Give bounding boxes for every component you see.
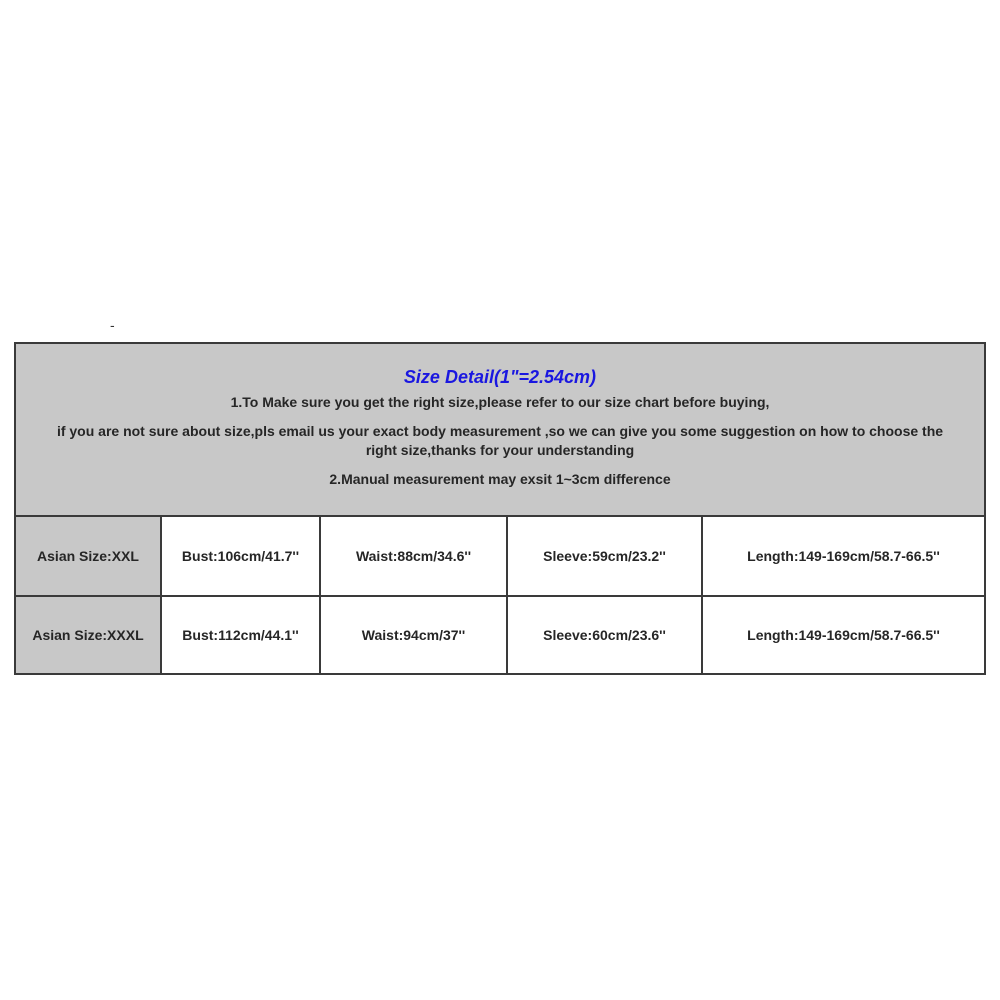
- length-cell: Length:149-169cm/58.7-66.5'': [747, 548, 940, 564]
- bust-cell: Bust:106cm/41.7'': [162, 517, 321, 595]
- size-note-line-2: if you are not sure about size,pls email us your exact body measurement ,so we can give you some suggestion on how to choose the right size,thanks for your understanding: [56, 423, 944, 458]
- size-row-xxxl: [16, 595, 984, 673]
- size-row-xxl: [16, 517, 984, 595]
- size-note-line-3: 2.Manual measurement may exsit 1~3cm difference: [329, 471, 671, 487]
- waist-cell: Waist:88cm/34.6'': [321, 517, 508, 595]
- size-label-cell: Asian Size:XXXL: [16, 597, 162, 673]
- stray-dash-mark: -: [110, 317, 115, 333]
- bust-cell: Bust:112cm/44.1'': [162, 597, 321, 673]
- sleeve-cell: Sleeve:60cm/23.6'': [508, 597, 703, 673]
- length-cell: Length:149-169cm/58.7-66.5'': [747, 627, 940, 643]
- sleeve-cell: Sleeve:59cm/23.2'': [508, 517, 703, 595]
- size-label-cell: Asian Size:XXL: [16, 517, 162, 595]
- size-detail-title: Size Detail(1"=2.54cm): [403, 367, 597, 387]
- size-note-line-1: 1.To Make sure you get the right size,please refer to our size chart before buying,: [230, 394, 770, 410]
- size-chart-table: [14, 342, 986, 675]
- waist-cell: Waist:94cm/37'': [321, 597, 508, 673]
- size-detail-panel: [16, 344, 984, 517]
